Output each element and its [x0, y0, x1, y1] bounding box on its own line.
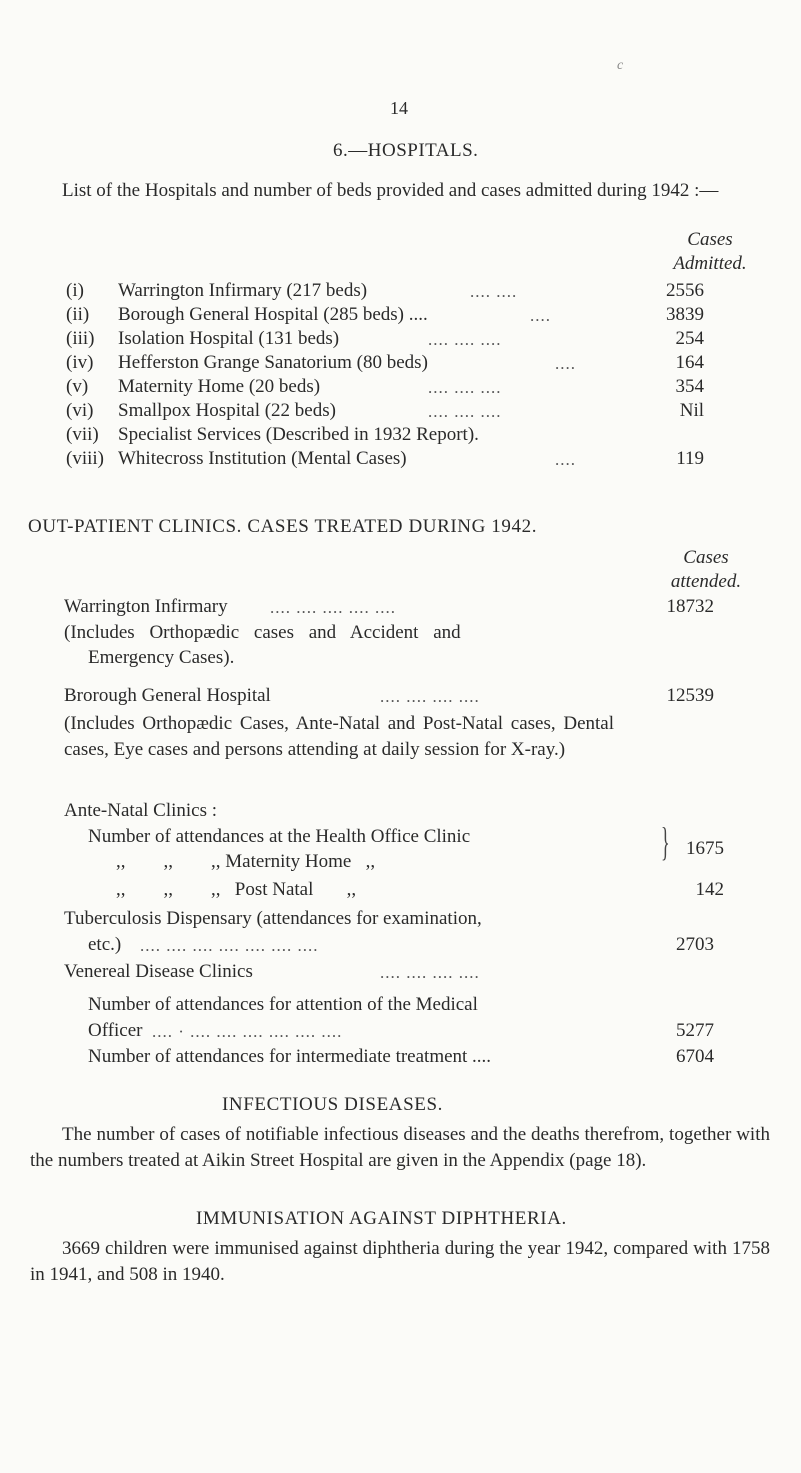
- leader-dots: ....: [555, 450, 576, 469]
- attended-value: 2703: [676, 934, 714, 955]
- hospital-name: Maternity Home (20 beds): [118, 376, 321, 397]
- list-item-number: (i): [66, 280, 84, 301]
- list-item-number: (ii): [66, 304, 90, 325]
- leader-dots: .... .... .... .... .... .... ....: [140, 936, 319, 955]
- leader-dots: .... .... .... .... ....: [270, 598, 396, 617]
- cases-value: 2556: [666, 280, 704, 301]
- clinic-label: Warrington Infirmary: [64, 596, 228, 617]
- tb-line: Tuberculosis Dispensary (attendances for examination,: [64, 908, 482, 929]
- list-item-number: (viii): [66, 448, 104, 469]
- postnatal-line: ,, ,, ,, Post Natal ,,: [116, 879, 357, 900]
- intermediate-line: Number of attendances for intermediate treatment ....: [88, 1046, 492, 1067]
- vd-label: Venereal Disease Clinics: [64, 961, 253, 982]
- cases-value: 3839: [666, 304, 704, 325]
- clinic-label: Brorough General Hospital: [64, 685, 271, 706]
- leader-dots: .... .... ....: [428, 402, 502, 421]
- clinic-note: (Includes Orthopædic Cases, Ante-Natal and Post-Natal cases, Dental cases, Eye cases and persons attending at daily session for X-ray.): [64, 713, 614, 760]
- hospital-name: Warrington Infirmary (217 beds): [118, 280, 368, 301]
- outpatient-heading: OUT-PATIENT CLINICS. CASES TREATED DURING 1942.: [28, 516, 538, 537]
- antenatal-label: Ante-Natal Clinics :: [64, 800, 218, 821]
- list-item-number: (vii): [66, 424, 99, 445]
- leader-dots: .... ....: [470, 282, 518, 301]
- hospital-name: Specialist Services (Described in 1932 Report).: [118, 424, 479, 445]
- immunisation-text: 3669 children were immunised against diphtheria during the year 1942, compared with 1758 in 1941, and 508 in 1940.: [30, 1238, 770, 1285]
- infectious-heading: INFECTIOUS DISEASES.: [222, 1094, 444, 1115]
- hospitals-intro: List of the Hospitals and number of beds provided and cases admitted during 1942 :—: [62, 180, 719, 201]
- maternity-home-line: ,, ,, ,, Maternity Home ,,: [116, 851, 376, 872]
- immunisation-heading: IMMUNISATION AGAINST DIPHTHERIA.: [196, 1208, 567, 1229]
- leader-dots: .... .... ....: [428, 330, 502, 349]
- attended-value: 12539: [666, 685, 714, 706]
- hospital-name: Isolation Hospital (131 beds): [118, 328, 340, 349]
- cases-value: 164: [675, 352, 704, 373]
- tb-line: etc.): [88, 934, 122, 955]
- leader-dots: .... .... ....: [428, 378, 502, 397]
- attended-value: 142: [695, 879, 724, 900]
- list-item-number: (iv): [66, 352, 94, 373]
- page-number: 14: [390, 98, 408, 118]
- list-item-number: (iii): [66, 328, 95, 349]
- attended-value: 5277: [676, 1020, 714, 1041]
- leader-dots: .... .... .... ....: [380, 963, 480, 982]
- health-office-line: Number of attendances at the Health Office Clinic: [88, 826, 471, 847]
- clinic-note: Emergency Cases).: [88, 647, 235, 668]
- leader-dots: .... .... .... ....: [380, 687, 480, 706]
- cases-value: Nil: [679, 400, 704, 421]
- medical-officer-line: Number of attendances for attention of the Medical: [88, 994, 478, 1015]
- hospital-name: Hefferston Grange Sanatorium (80 beds): [118, 352, 428, 373]
- hospital-name: Smallpox Hospital (22 beds): [118, 400, 336, 421]
- brace: }: [661, 819, 670, 864]
- leader-dots: ....: [530, 306, 551, 325]
- cases-value: 119: [676, 448, 704, 469]
- cases-admitted-header: Cases Admitted.: [673, 229, 747, 274]
- leader-dots: .... · .... .... .... .... .... ....: [152, 1022, 343, 1041]
- hospital-name: Borough General Hospital (285 beds) ....: [118, 304, 428, 325]
- cases-value: 354: [675, 376, 704, 397]
- leader-dots: ....: [555, 354, 576, 373]
- clinic-note: (Includes Orthopædic cases and Accident and: [64, 622, 461, 643]
- list-item-number: (vi): [66, 400, 94, 421]
- section-title: 6.—HOSPITALS.: [333, 140, 479, 161]
- hospital-name: Whitecross Institution (Mental Cases): [118, 448, 407, 469]
- attended-value: 18732: [666, 596, 714, 617]
- attended-value: 1675: [686, 838, 724, 859]
- list-item-number: (v): [66, 376, 89, 397]
- infectious-text: The number of cases of notifiable infectious diseases and the deaths therefrom, together with the numbers treated at Aikin Street Hospital are given in the Appendix (page 18).: [30, 1124, 770, 1171]
- medical-officer-line: Officer: [88, 1020, 143, 1041]
- cases-value: 254: [675, 328, 704, 349]
- cases-attended-header: Cases attended.: [670, 547, 742, 592]
- corner-mark: c: [617, 58, 624, 73]
- attended-value: 6704: [676, 1046, 714, 1067]
